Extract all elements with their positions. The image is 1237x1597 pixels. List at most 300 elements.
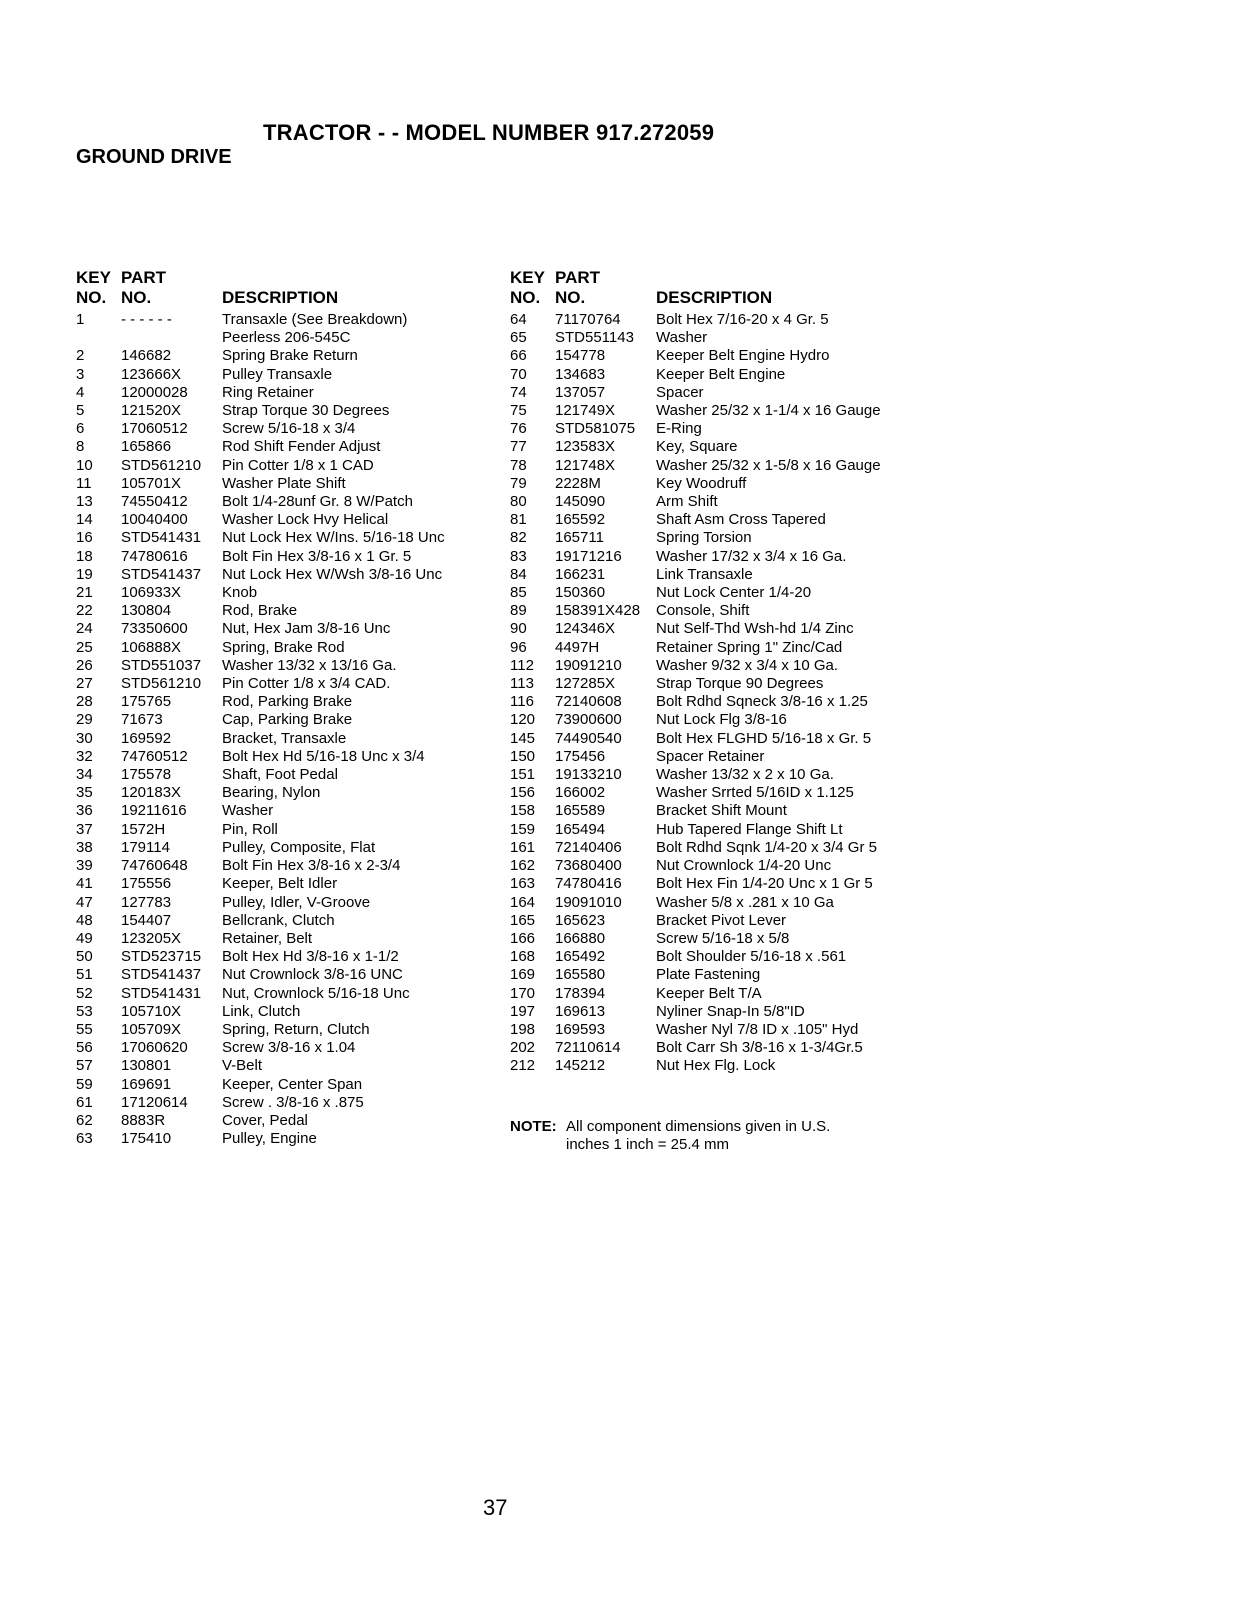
key-number: 56 [76, 1039, 93, 1057]
part-description: Link Transaxle [656, 565, 753, 583]
note-line [510, 1118, 830, 1136]
parts-row [76, 457, 506, 475]
part-description: Nut Self-Thd Wsh-hd 1/4 Zinc [656, 620, 854, 638]
key-number: 202 [510, 1039, 536, 1057]
part-number: STD523715 [121, 948, 202, 966]
key-number: 81 [510, 511, 527, 529]
part-number: 73350600 [121, 620, 188, 638]
key-number: 2 [76, 347, 85, 365]
part-description: Nut Lock Hex W/Ins. 5/16-18 Unc [222, 529, 445, 547]
part-number: 145212 [555, 1057, 606, 1075]
part-number: 105709X [121, 1020, 182, 1038]
part-description: Spring Torsion [656, 529, 752, 547]
key-number: 27 [76, 675, 93, 693]
parts-row [510, 784, 950, 802]
part-no-header: NO. [121, 288, 152, 307]
key-number: 83 [510, 547, 527, 565]
part-description: Link, Clutch [222, 1002, 301, 1020]
parts-list-right [510, 268, 950, 1076]
key-number: 162 [510, 857, 536, 875]
part-description: Washer Nyl 7/8 ID x .105" Hyd [656, 1020, 859, 1038]
parts-row [76, 802, 506, 820]
key-number: 75 [510, 402, 527, 420]
part-description: Nut Crownlock 1/4-20 Unc [656, 857, 832, 875]
parts-row [510, 566, 950, 584]
parts-row [76, 620, 506, 638]
parts-row [76, 857, 506, 875]
key-number: 26 [76, 656, 93, 674]
part-description: Nut Hex Flg. Lock [656, 1057, 776, 1075]
part-number: 74490540 [555, 729, 622, 747]
part-number: 74760648 [121, 857, 188, 875]
key-header: KEY [510, 268, 545, 287]
key-number: 22 [76, 602, 93, 620]
parts-row [510, 329, 950, 347]
parts-row [76, 1039, 506, 1057]
part-description: Washer Lock Hvy Helical [222, 511, 389, 529]
parts-row [76, 711, 506, 729]
parts-row-continued [76, 329, 506, 347]
part-number: 169592 [121, 729, 172, 747]
part-description: Washer 13/32 x 2 x 10 Ga. [656, 766, 834, 784]
part-number: 17120614 [121, 1093, 188, 1111]
parts-row [510, 693, 950, 711]
part-description: V-Belt [222, 1057, 263, 1075]
parts-row [76, 766, 506, 784]
part-number: 123666X [121, 365, 182, 383]
part-number: 150360 [555, 584, 606, 602]
key-number: 169 [510, 966, 536, 984]
part-description: Pulley, Idler, V-Groove [222, 893, 371, 911]
part-number: 134683 [555, 365, 606, 383]
parts-row [510, 402, 950, 420]
parts-row [510, 366, 950, 384]
key-number: 120 [510, 711, 536, 729]
part-description: Nut, Crownlock 5/16-18 Unc [222, 984, 410, 1002]
parts-row [510, 548, 950, 566]
key-number: 18 [76, 547, 93, 565]
part-description: Screw 3/8-16 x 1.04 [222, 1039, 356, 1057]
part-description: Transaxle (See Breakdown) [222, 311, 408, 328]
part-number: 127783 [121, 893, 172, 911]
description-header: DESCRIPTION [656, 288, 773, 307]
parts-row [510, 730, 950, 748]
key-number: 62 [76, 1111, 93, 1129]
key-number: 1 [76, 311, 85, 328]
key-number: 198 [510, 1020, 536, 1038]
key-number: 37 [76, 820, 93, 838]
part-description: Cap, Parking Brake [222, 711, 353, 729]
parts-row [510, 857, 950, 875]
part-number: 71673 [121, 711, 163, 729]
key-number: 61 [76, 1093, 93, 1111]
key-number: 29 [76, 711, 93, 729]
part-number: 12000028 [121, 383, 188, 401]
part-number: STD561210 [121, 456, 202, 474]
part-number: 166002 [555, 784, 606, 802]
key-number: 57 [76, 1057, 93, 1075]
part-number: 165492 [555, 948, 606, 966]
key-number: 51 [76, 966, 93, 984]
parts-row [76, 347, 506, 365]
part-description: Washer 25/32 x 1-5/8 x 16 Gauge [656, 456, 881, 474]
key-number: 66 [510, 347, 527, 365]
part-number: 166880 [555, 929, 606, 947]
key-number: 156 [510, 784, 536, 802]
key-number: 16 [76, 529, 93, 547]
part-number: 121748X [555, 456, 616, 474]
parts-row [510, 948, 950, 966]
parts-row [76, 821, 506, 839]
key-number: 158 [510, 802, 536, 820]
part-description: Keeper Belt T/A [656, 984, 762, 1002]
part-description: Bolt Hex Hd 5/16-18 Unc x 3/4 [222, 747, 425, 765]
part-description: Screw 5/16-18 x 3/4 [222, 420, 356, 438]
key-number: 59 [76, 1075, 93, 1093]
part-description: Spring, Brake Rod [222, 638, 345, 656]
parts-row [76, 1094, 506, 1112]
parts-row [76, 311, 506, 329]
part-number: 74780616 [121, 547, 188, 565]
part-number: STD541431 [121, 529, 202, 547]
part-description: Bracket, Transaxle [222, 729, 347, 747]
part-description: Strap Torque 90 Degrees [656, 675, 824, 693]
key-header: KEY [76, 268, 111, 287]
note-text: All component dimensions given in U.S. [566, 1118, 831, 1135]
key-number: 39 [76, 857, 93, 875]
part-description: Bolt Rdhd Sqneck 3/8-16 x 1.25 [656, 693, 868, 711]
part-description: Nut Lock Center 1/4-20 [656, 584, 812, 602]
parts-row [76, 402, 506, 420]
dimension-note [510, 1118, 830, 1154]
part-description: Spring Brake Return [222, 347, 358, 365]
key-number: 34 [76, 766, 93, 784]
part-number: 154778 [555, 347, 606, 365]
key-number: 77 [510, 438, 527, 456]
parts-row [76, 930, 506, 948]
part-number: 74550412 [121, 493, 188, 511]
key-number: 13 [76, 493, 93, 511]
part-description: Bolt Hex Fin 1/4-20 Unc x 1 Gr 5 [656, 875, 873, 893]
part-number: 124346X [555, 620, 616, 638]
key-number: 5 [76, 402, 85, 420]
parts-row [510, 347, 950, 365]
parts-row [510, 839, 950, 857]
part-number: STD561210 [121, 675, 202, 693]
parts-row [510, 602, 950, 620]
parts-row [510, 912, 950, 930]
column-header-bottom [510, 288, 950, 308]
parts-row [76, 784, 506, 802]
part-description: Console, Shift [656, 602, 750, 620]
part-number: 72140608 [555, 693, 622, 711]
key-number: 165 [510, 911, 536, 929]
part-number: 105701X [121, 474, 182, 492]
parts-row [510, 584, 950, 602]
parts-row [510, 475, 950, 493]
part-description: Hub Tapered Flange Shift Lt [656, 820, 843, 838]
part-number: STD541437 [121, 565, 202, 583]
part-number: 1572H [121, 820, 166, 838]
section-title: GROUND DRIVE [76, 146, 232, 168]
parts-row [76, 1057, 506, 1075]
part-number: 19091010 [555, 893, 622, 911]
parts-rows-right [510, 311, 950, 1076]
parts-row [510, 966, 950, 984]
part-description-continued: Peerless 206-545C [222, 329, 351, 347]
part-description: Shaft Asm Cross Tapered [656, 511, 826, 529]
parts-row [510, 930, 950, 948]
part-description: Bolt Hex FLGHD 5/16-18 x Gr. 5 [656, 729, 872, 747]
parts-row [76, 966, 506, 984]
key-no-header: NO. [76, 288, 107, 307]
empty-cell [121, 329, 222, 347]
parts-row [76, 639, 506, 657]
part-number: 105710X [121, 1002, 182, 1020]
description-header: DESCRIPTION [222, 288, 339, 307]
part-number: 166231 [555, 565, 606, 583]
part-number: 74760512 [121, 747, 188, 765]
part-description: Screw . 3/8-16 x .875 [222, 1093, 364, 1111]
part-header: PART [555, 268, 601, 287]
key-number: 32 [76, 747, 93, 765]
page-number: 37 [483, 1495, 508, 1520]
part-number: 165711 [555, 529, 604, 547]
part-number: 165592 [555, 511, 606, 529]
part-description: Bracket Shift Mount [656, 802, 787, 820]
parts-row [76, 584, 506, 602]
parts-row [510, 711, 950, 729]
key-number: 50 [76, 948, 93, 966]
key-number: 82 [510, 529, 527, 547]
part-description: Nyliner Snap-In 5/8"ID [656, 1002, 805, 1020]
part-description: Bearing, Nylon [222, 784, 321, 802]
parts-row [510, 1003, 950, 1021]
parts-row [76, 602, 506, 620]
part-number: 169593 [555, 1020, 606, 1038]
part-description: Spring, Return, Clutch [222, 1020, 370, 1038]
parts-list-left [76, 268, 506, 1148]
part-number: 165580 [555, 966, 606, 984]
key-number: 8 [76, 438, 85, 456]
parts-row [76, 548, 506, 566]
part-number: STD541431 [121, 984, 202, 1002]
part-number: 130801 [121, 1057, 172, 1075]
key-number: 161 [510, 838, 536, 856]
part-number: 179114 [121, 838, 170, 856]
parts-row [510, 457, 950, 475]
key-number: 64 [510, 311, 527, 328]
key-number: 3 [76, 365, 85, 383]
part-description: Washer [222, 802, 274, 820]
part-number: 8883R [121, 1111, 166, 1129]
key-number: 21 [76, 584, 93, 602]
parts-row [76, 1112, 506, 1130]
key-number: 212 [510, 1057, 536, 1075]
key-number: 28 [76, 693, 93, 711]
key-number: 41 [76, 875, 93, 893]
parts-row [76, 675, 506, 693]
key-no-header: NO. [510, 288, 541, 307]
key-number: 197 [510, 1002, 536, 1020]
parts-row [76, 985, 506, 1003]
parts-row [510, 894, 950, 912]
part-description: Bolt Hex Hd 3/8-16 x 1-1/2 [222, 948, 399, 966]
part-number: 106933X [121, 584, 182, 602]
part-number: 4497H [555, 638, 600, 656]
part-description: Washer [656, 329, 708, 347]
part-number: 73680400 [555, 857, 622, 875]
key-number: 14 [76, 511, 93, 529]
parts-row [76, 748, 506, 766]
key-number: 76 [510, 420, 527, 438]
parts-row [76, 839, 506, 857]
key-number: 89 [510, 602, 527, 620]
parts-row [510, 620, 950, 638]
parts-row [76, 730, 506, 748]
part-number: 175578 [121, 766, 172, 784]
parts-row [76, 384, 506, 402]
part-description: Rod, Brake [222, 602, 298, 620]
key-number: 30 [76, 729, 93, 747]
key-number: 151 [510, 766, 536, 784]
part-description: Bolt Fin Hex 3/8-16 x 1 Gr. 5 [222, 547, 412, 565]
part-number: 19133210 [555, 766, 622, 784]
part-number: 165623 [555, 911, 606, 929]
parts-row [510, 1021, 950, 1039]
parts-row [76, 948, 506, 966]
parts-row [76, 1130, 506, 1148]
parts-row [76, 693, 506, 711]
parts-row [76, 366, 506, 384]
parts-row [76, 657, 506, 675]
parts-row [510, 639, 950, 657]
part-description: Pulley, Engine [222, 1130, 317, 1148]
parts-row [76, 894, 506, 912]
part-description: Arm Shift [656, 493, 718, 511]
empty-cell [76, 329, 121, 347]
parts-row [510, 675, 950, 693]
parts-row [76, 875, 506, 893]
key-number: 49 [76, 929, 93, 947]
key-number: 90 [510, 620, 527, 638]
part-number: 169691 [121, 1075, 172, 1093]
part-number: 17060512 [121, 420, 188, 438]
parts-row [510, 985, 950, 1003]
key-number: 150 [510, 747, 536, 765]
part-description: Pin Cotter 1/8 x 3/4 CAD. [222, 675, 391, 693]
key-number: 84 [510, 565, 527, 583]
part-no-header: NO. [555, 288, 586, 307]
parts-row [510, 311, 950, 329]
part-description: Cover, Pedal [222, 1111, 308, 1129]
parts-row [510, 875, 950, 893]
part-description: Pulley, Composite, Flat [222, 838, 376, 856]
part-description: Washer Srrted 5/16ID x 1.125 [656, 784, 854, 802]
part-number: 158391X428 [555, 602, 641, 620]
part-description: Bolt Rdhd Sqnk 1/4-20 x 3/4 Gr 5 [656, 838, 877, 856]
part-number: 72110614 [555, 1039, 621, 1057]
key-number: 25 [76, 638, 93, 656]
part-number: 175765 [121, 693, 172, 711]
key-number: 10 [76, 456, 93, 474]
part-description: Washer 9/32 x 3/4 x 10 Ga. [656, 656, 839, 674]
part-description: Bolt Hex 7/16-20 x 4 Gr. 5 [656, 311, 829, 328]
part-number: STD541437 [121, 966, 202, 984]
part-description: Pin, Roll [222, 820, 278, 838]
part-number: 73900600 [555, 711, 622, 729]
parts-row [76, 493, 506, 511]
part-number: 2228M [555, 474, 601, 492]
note-label: NOTE: [510, 1118, 557, 1135]
key-number: 38 [76, 838, 93, 856]
part-description: Nut Crownlock 3/8-16 UNC [222, 966, 403, 984]
part-number: 175410 [121, 1130, 172, 1148]
part-number: 154407 [121, 911, 172, 929]
part-number: 165589 [555, 802, 606, 820]
part-description: E-Ring [656, 420, 702, 438]
part-description: Rod, Parking Brake [222, 693, 353, 711]
column-header-bottom [76, 288, 506, 308]
parts-rows-left [76, 311, 506, 1148]
parts-row [510, 1039, 950, 1057]
part-description: Retainer Spring 1" Zinc/Cad [656, 638, 843, 656]
parts-row [76, 420, 506, 438]
key-number: 36 [76, 802, 93, 820]
key-number: 48 [76, 911, 93, 929]
part-description: Nut Lock Hex W/Wsh 3/8-16 Unc [222, 565, 443, 583]
key-number: 19 [76, 565, 93, 583]
part-number: 17060620 [121, 1039, 188, 1057]
key-number: 65 [510, 329, 527, 347]
key-number: 170 [510, 984, 536, 1002]
part-description: Keeper, Center Span [222, 1075, 363, 1093]
part-number: 72140406 [555, 838, 622, 856]
part-description: Bolt 1/4-28unf Gr. 8 W/Patch [222, 493, 413, 511]
key-number: 166 [510, 929, 536, 947]
part-number: 10040400 [121, 511, 188, 529]
key-number: 159 [510, 820, 536, 838]
part-number: 137057 [555, 383, 606, 401]
key-number: 35 [76, 784, 93, 802]
parts-row [76, 912, 506, 930]
parts-row [76, 1021, 506, 1039]
parts-row [510, 384, 950, 402]
part-number: 130804 [121, 602, 172, 620]
part-number: 127285X [555, 675, 616, 693]
key-number: 6 [76, 420, 85, 438]
key-number: 4 [76, 383, 85, 401]
part-description: Plate Fastening [656, 966, 761, 984]
part-number: STD551143 [555, 329, 634, 347]
key-number: 96 [510, 638, 527, 656]
part-number: 19211616 [121, 802, 187, 820]
parts-row [510, 438, 950, 456]
part-description: Shaft, Foot Pedal [222, 766, 338, 784]
parts-row [76, 438, 506, 456]
parts-row [510, 493, 950, 511]
part-number: 121520X [121, 402, 182, 420]
parts-row [76, 1076, 506, 1094]
part-number: 120183X [121, 784, 182, 802]
key-number: 53 [76, 1002, 93, 1020]
key-number: 145 [510, 729, 536, 747]
part-description: Rod Shift Fender Adjust [222, 438, 381, 456]
part-number: 165866 [121, 438, 172, 456]
note-text-continued: inches 1 inch = 25.4 mm [566, 1136, 730, 1154]
part-number: 175456 [555, 747, 606, 765]
key-number: 113 [510, 675, 534, 693]
